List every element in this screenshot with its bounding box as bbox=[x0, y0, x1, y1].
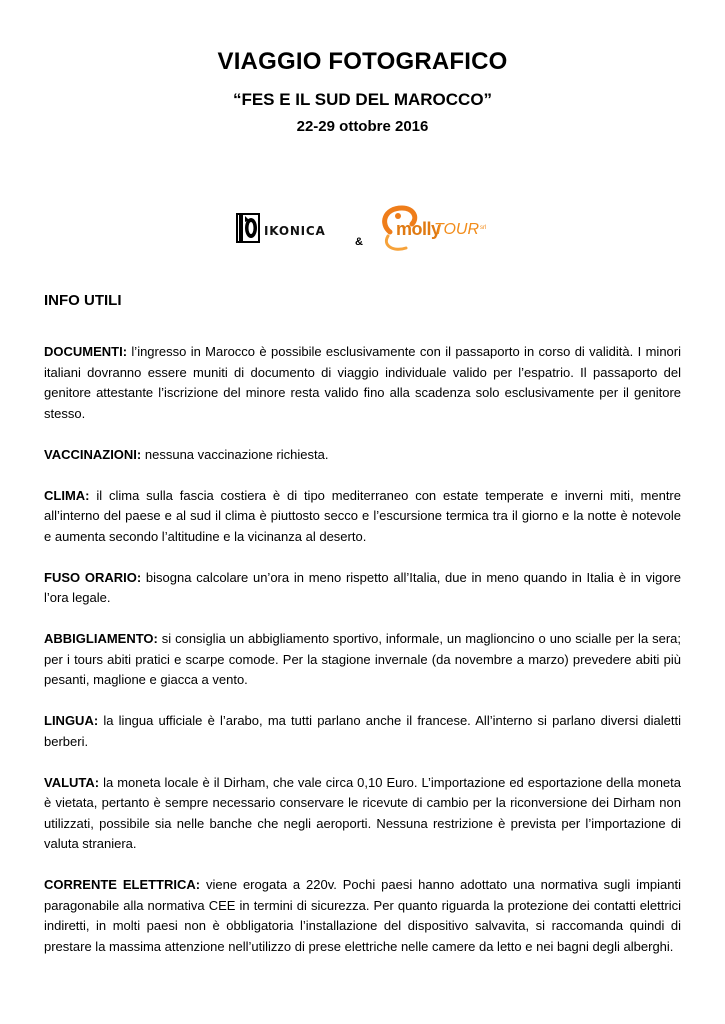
info-sections bbox=[44, 342, 681, 978]
section-text: la lingua ufficiale è l’arabo, ma tutti parlano anche il francese. All’interno si parlano diversi dialetti berberi. bbox=[44, 713, 681, 749]
tour-wordmark: TOUR bbox=[434, 221, 480, 238]
mollytour-logo bbox=[376, 202, 500, 258]
section-label: CLIMA: bbox=[44, 487, 90, 503]
section-vaccinazioni bbox=[44, 445, 681, 466]
info-utili-heading: INFO UTILI bbox=[44, 292, 122, 309]
srl-suffix: srl bbox=[480, 225, 487, 231]
section-label: ABBIGLIAMENTO: bbox=[44, 631, 158, 646]
trip-dates: 22-29 ottobre 2016 bbox=[296, 118, 429, 135]
logos-row bbox=[0, 200, 725, 270]
section-documenti bbox=[44, 342, 681, 424]
section-text: nessuna vaccinazione richiesta. bbox=[141, 446, 329, 462]
section-corrente-elettrica bbox=[44, 875, 681, 957]
section-label: DOCUMENTI: bbox=[44, 344, 128, 359]
section-valuta bbox=[44, 773, 681, 855]
document-title: VIAGGIO FOTOGRAFICO bbox=[217, 48, 508, 75]
section-text: il clima sulla fascia costiera è di tipo mediterraneo con estate temperate e inverni miti, mentre all’interno del paese e al sud il clima è piuttosto secco e l’escursione termica tra il giorno e la notte è notevole e aumenta secondo l’altitudine e la vicinanza al deserto. bbox=[44, 487, 681, 544]
document-subtitle: “FES E IL SUD DEL MAROCCO” bbox=[232, 90, 493, 109]
section-label: LINGUA: bbox=[44, 713, 99, 728]
logo-ampersand: & bbox=[355, 236, 363, 248]
section-label: FUSO ORARIO: bbox=[44, 569, 142, 585]
section-text: si consiglia un abbigliamento sportivo, informale, un maglioncino o uno scialle per la sera; per i tours abiti pratici e scarpe comode. Per la stagione invernale (da novembre a marzo) prevedere abiti più pesanti, maglione e giacca a vento. bbox=[44, 631, 681, 687]
section-clima bbox=[44, 486, 681, 548]
section-text: viene erogata a 220v. Pochi paesi hanno adottato una normativa sugli impianti paragonabile alla normativa CEE in termini di sicurezza. Per quanto riguarda la protezione dei contatti elettrici indiretti, in molti paesi non è obbligatoria l’installazione del dispositivo salvavita, si raccomanda quindi di prestare la massima attenzione nell’utilizzo di prese elettriche nelle camere da letto e nei bagni degli alberghi. bbox=[44, 877, 681, 954]
ikonica-wordmark: IKONICA bbox=[264, 224, 326, 238]
ikonica-mark-icon bbox=[236, 212, 262, 244]
ikonica-logo bbox=[236, 212, 342, 246]
section-text: l’ingresso in Marocco è possibile esclusivamente con il passaporto in corso di validità. I minori italiani dovranno essere muniti di documento di viaggio individuale valido per l’espatrio. Il passaporto del genitore attestante l’iscrizione del minore resta valido fino alla scadenza solo esclusivamente per il genitore stesso. bbox=[44, 344, 681, 421]
section-text: la moneta locale è il Dirham, che vale circa 0,10 Euro. L’importazione ed esportazione della moneta è vietata, pertanto è sempre necessario conservare le ricevute di cambio per la riconversione dei Dirham non utilizzati, possibile sia nelle banche che negli aeroporti. Nessuna restrizione è prevista per l’importazione di valuta straniera. bbox=[44, 774, 681, 851]
section-fuso-orario bbox=[44, 568, 681, 609]
molly-wordmark: molly bbox=[396, 219, 441, 239]
section-lingua bbox=[44, 711, 681, 752]
section-abbigliamento bbox=[44, 629, 681, 691]
section-text: bisogna calcolare un’ora in meno rispetto all’Italia, due in meno quando in Italia è in vigore l’ora legale. bbox=[44, 569, 681, 605]
section-label: VALUTA: bbox=[44, 774, 100, 790]
section-label: CORRENTE ELETTRICA: bbox=[44, 877, 201, 892]
section-label: VACCINAZIONI: bbox=[44, 446, 142, 462]
